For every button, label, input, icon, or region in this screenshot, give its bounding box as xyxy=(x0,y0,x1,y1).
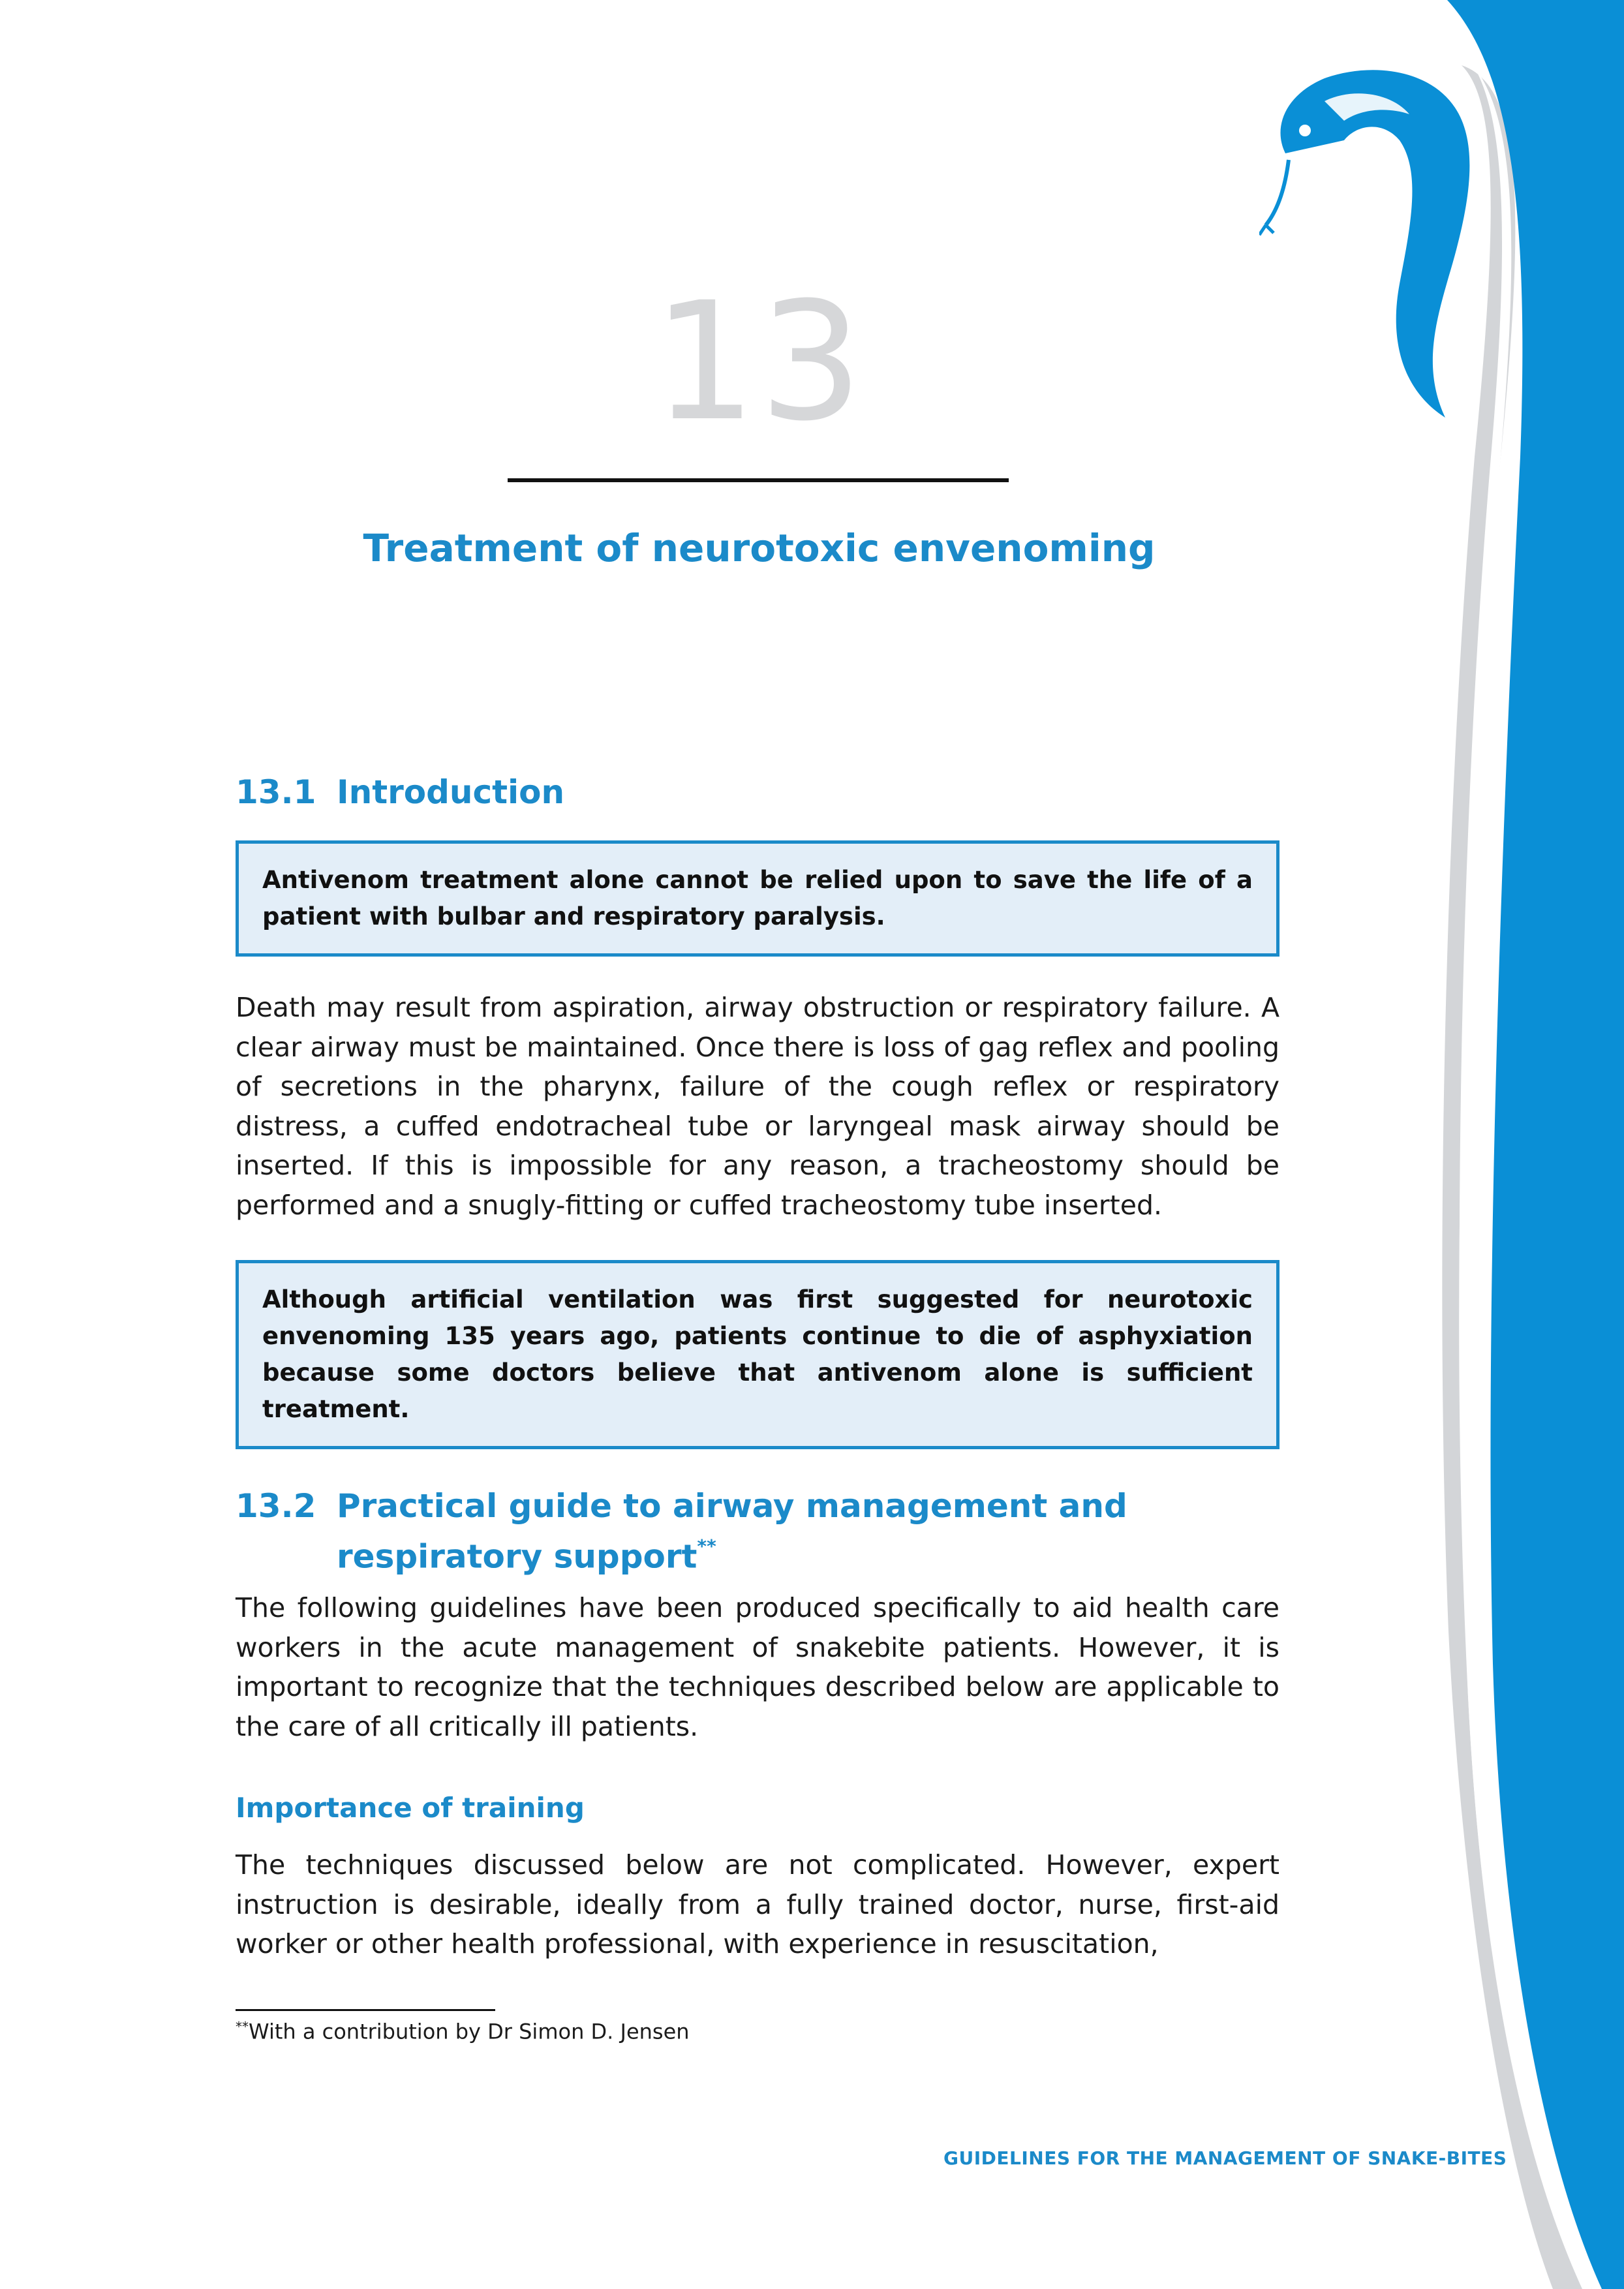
callout-text: Antivenom treatment alone cannot be relied upon to save the life of a patient with bulbar and respiratory paralysis. xyxy=(262,866,1253,930)
footnote-mark: ** xyxy=(236,2019,249,2035)
section-title-line2: respiratory support xyxy=(337,1537,697,1576)
paragraph-airway: Death may result from aspiration, airway obstruction or respiratory failure. A clear airway must be maintained. Once there is loss of gag reflex and pooling of secretions in the pharynx, failure of the cough reflex or respiratory distress, a cuffed endotracheal tube or laryngeal mask airway should be inserted. If this is impossible for any reason, a tracheostomy should be performed and a snugly-fitting or cuffed tracheostomy tube inserted. xyxy=(236,992,1279,1221)
callout-box-ventilation xyxy=(236,1260,1279,1449)
footnote-reference[interactable]: ** xyxy=(697,1535,716,1557)
callout-text: Although artificial ventilation was first suggested for neurotoxic envenoming 135 years ago, patients continue to die of asphyxiation because some doctors believe that antivenom alone is sufficient treatment. xyxy=(262,1285,1253,1423)
footnote-divider xyxy=(236,2009,495,2011)
chapter-number: 13 xyxy=(652,267,866,457)
section-title-line1: Practical guide to airway management and xyxy=(337,1487,1127,1525)
callout-box-antivenom xyxy=(236,840,1279,957)
section-heading-introduction xyxy=(236,770,564,814)
section-title: Introduction xyxy=(337,773,565,811)
footnote-text: With a contribution by Dr Simon D. Jensen xyxy=(249,2019,690,2044)
chapter-divider xyxy=(508,478,1009,482)
chapter-title: Treatment of neurotoxic envenoming xyxy=(363,526,1156,570)
subheading-importance-of-training: Importance of training xyxy=(236,1792,585,1824)
paragraph-training: The techniques discussed below are not complicated. However, expert instruction is desirable, ideally from a fully trained doctor, nurse, first-aid worker or other health professional, with experience in resuscitation, xyxy=(236,1849,1279,1959)
paragraph-guidelines: The following guidelines have been produced specifically to aid health care workers in the acute management of snakebite patients. However, it is important to recognize that the techniques described below are applicable to the care of all critically ill patients. xyxy=(236,1592,1279,1742)
footnote xyxy=(236,2019,690,2044)
section-number: 13.1 xyxy=(236,773,316,811)
section-number: 13.2 xyxy=(236,1487,316,1525)
section-heading-airway-management xyxy=(236,1484,1127,1579)
running-footer: GUIDELINES FOR THE MANAGEMENT OF SNAKE-BITES xyxy=(943,2147,1507,2169)
